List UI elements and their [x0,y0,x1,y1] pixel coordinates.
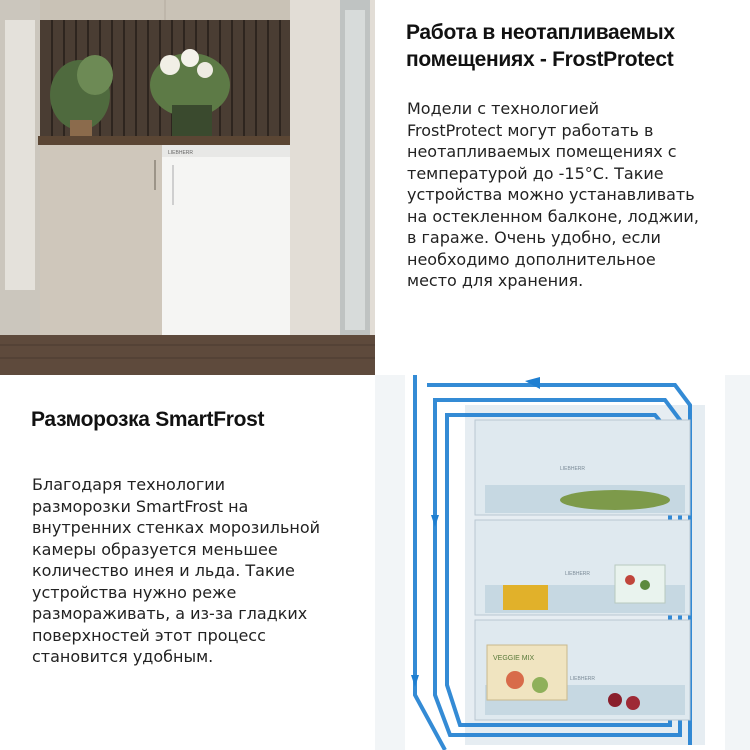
drawer-brand-label-1: LIEBHERR [560,466,586,472]
appliance-brand-label: LIEBHERR [168,150,194,156]
balcony-freezer-photo [0,0,375,375]
frost-protect-description: Модели с технологией FrostProtect могут работать в неотапливаемых помещениях с температурой до -15°C. Такие устройства можно устанавливать на остекленном балконе, лоджии, в гараже. Очень удобно, если необходимо дополнительное место для хранения. [407,99,699,290]
food-package-label: VEGGIE MIX [493,655,535,662]
freezer-drawer-1 [475,420,690,515]
freezer-drawer-3 [475,620,690,720]
smart-frost-section [0,375,375,750]
frost-protect-section [375,0,750,375]
smart-frost-description: Благодаря технологии разморозки SmartFrost на внутренних стенках морозильной камеры образуется меньшее количество инея и льда. Такие устройства нужно реже размораживать, а из-за гладких поверхностей этот процесс становится удобным. [32,475,321,666]
freezer-drawer-2 [475,520,690,615]
smart-frost-heading: Разморозка SmartFrost [31,408,265,431]
drawer-brand-label-2: LIEBHERR [565,571,591,577]
freezer-drawers-photo [375,375,750,750]
frost-protect-heading: Работа в неотапливаемых помещениях - FrostProtect [406,21,675,71]
drawer-brand-label-3: LIEBHERR [570,676,596,682]
